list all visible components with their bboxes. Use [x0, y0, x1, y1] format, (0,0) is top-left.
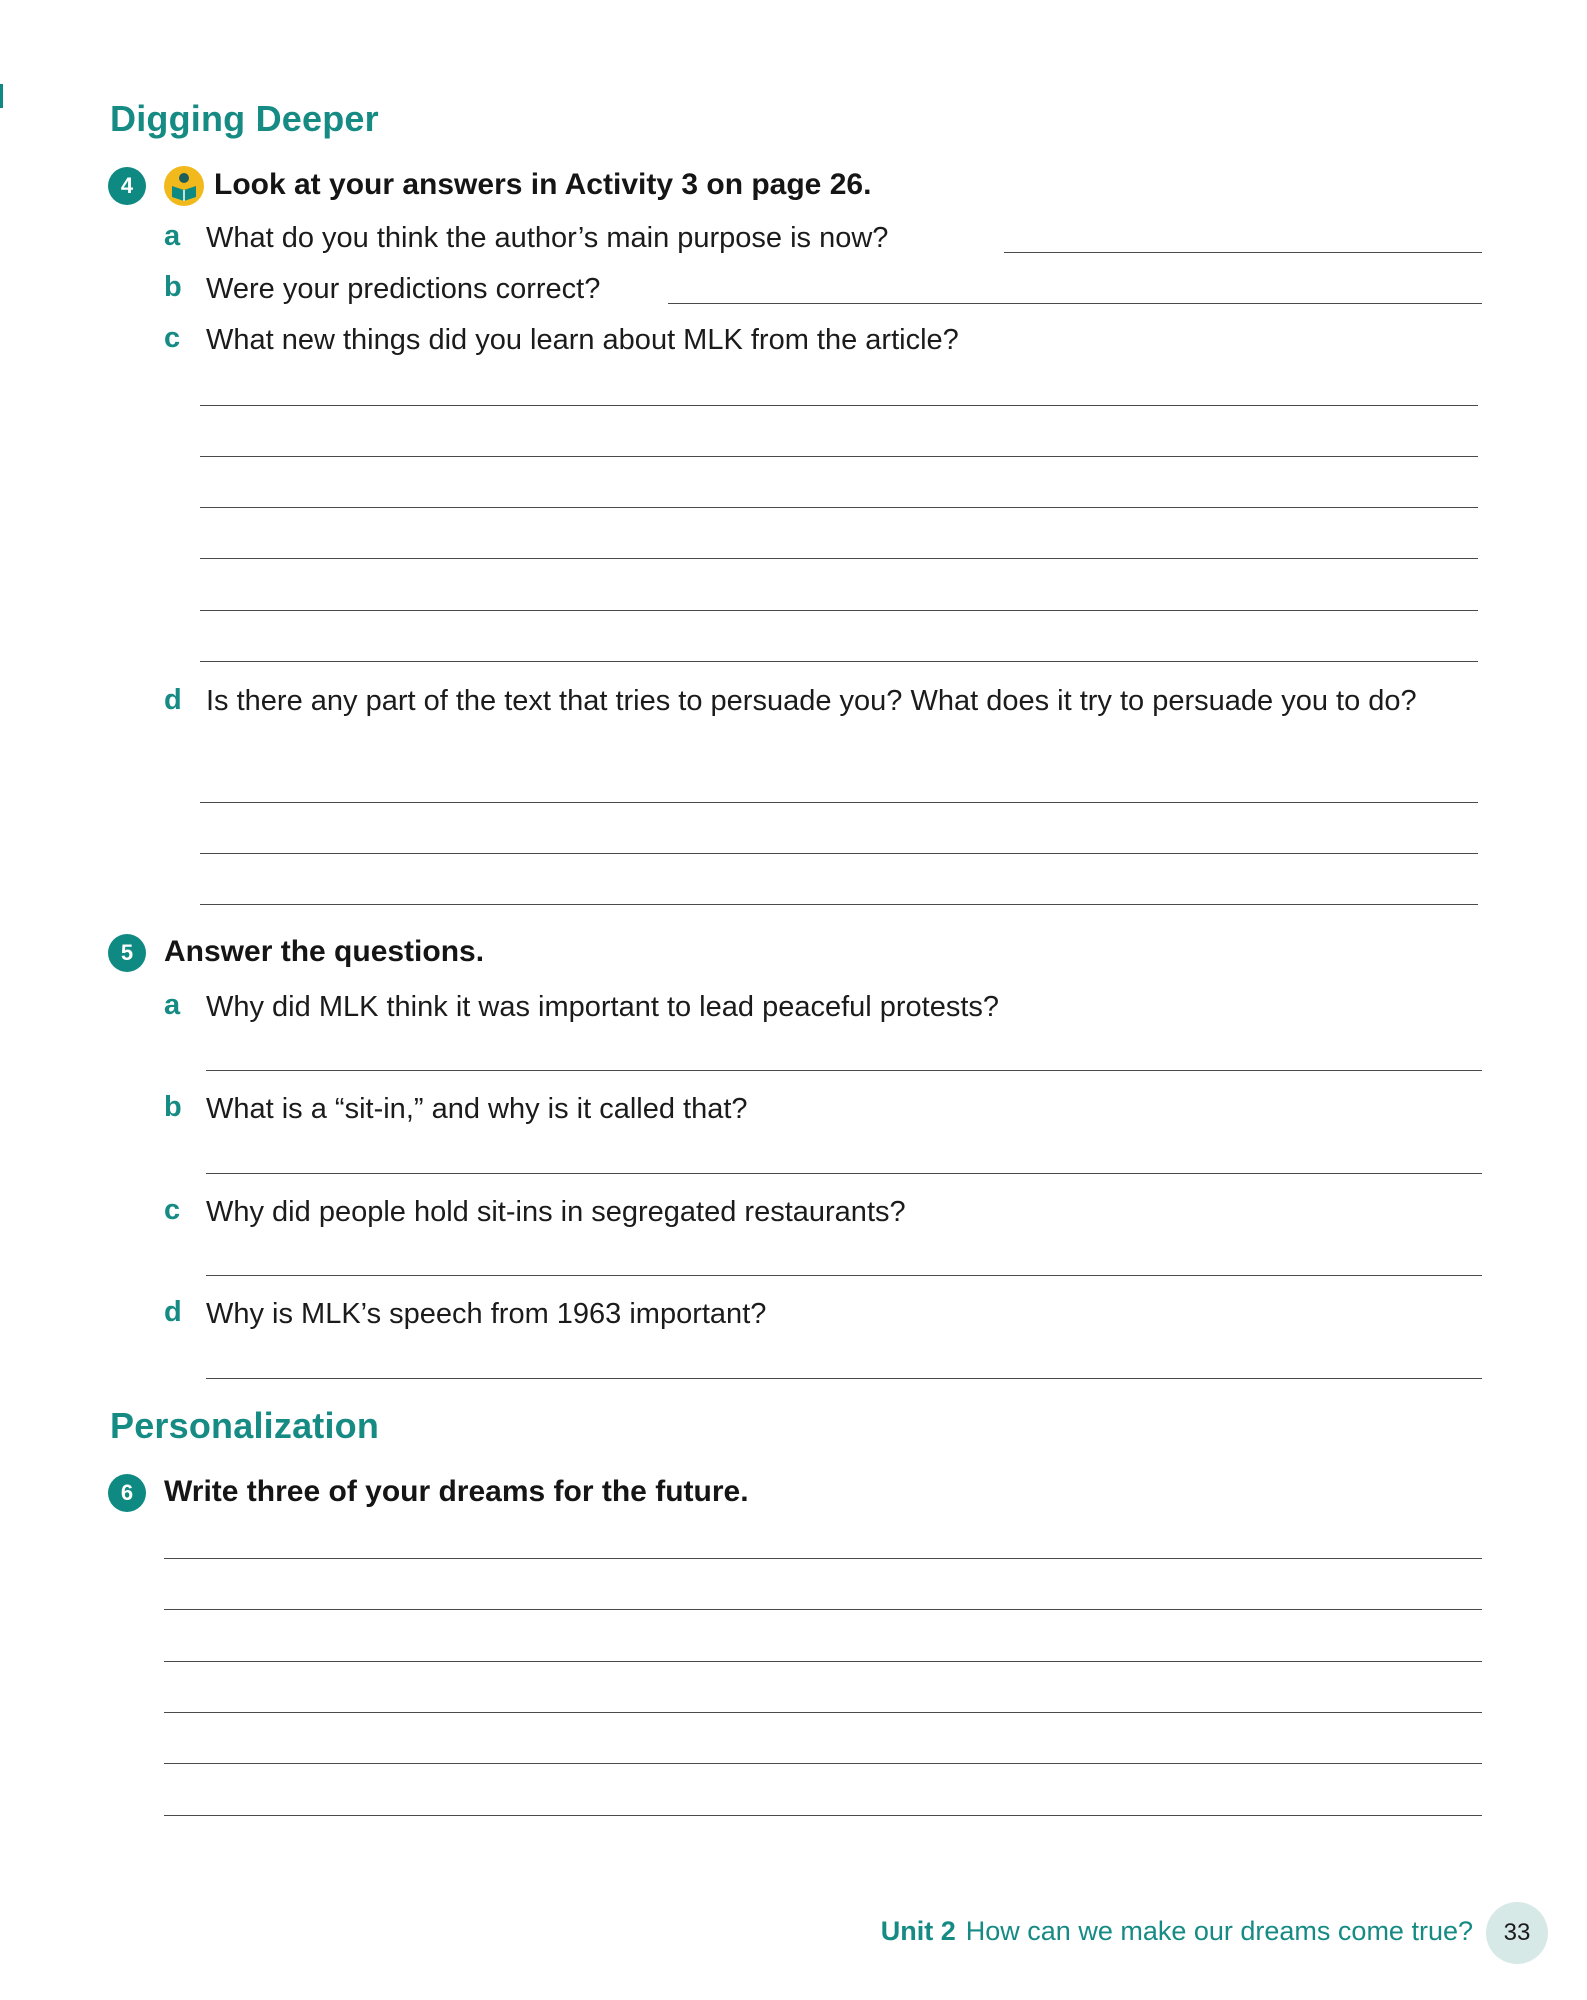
- answer-line-6-1[interactable]: [164, 1558, 1482, 1559]
- answer-line-5b[interactable]: [206, 1173, 1482, 1174]
- question-5b-letter: b: [164, 1091, 182, 1123]
- section-heading-personalization: Personalization: [110, 1405, 380, 1446]
- answer-line-4c-3[interactable]: [200, 507, 1478, 508]
- activity-5-number: 5: [108, 934, 146, 972]
- answer-line-4c-1[interactable]: [200, 405, 1478, 406]
- activity-6-number: 6: [108, 1474, 146, 1512]
- activity-4-number: 4: [108, 167, 146, 205]
- question-5d-text: Why is MLK’s speech from 1963 important?: [206, 1298, 767, 1330]
- answer-line-6-6[interactable]: [164, 1815, 1482, 1816]
- footer-unit-question: How can we make our dreams come true?: [965, 1916, 1473, 1946]
- reader-icon: [164, 166, 204, 206]
- footer-unit-title: [881, 1916, 1473, 1947]
- question-4c-letter: c: [164, 322, 181, 354]
- answer-line-6-2[interactable]: [164, 1609, 1482, 1610]
- answer-line-6-5[interactable]: [164, 1763, 1482, 1764]
- answer-line-4d-1[interactable]: [200, 802, 1478, 803]
- answer-line-5c[interactable]: [206, 1275, 1482, 1276]
- question-5d-letter: d: [164, 1296, 182, 1328]
- answer-line-4d-2[interactable]: [200, 853, 1478, 854]
- question-5c-letter: c: [164, 1194, 181, 1226]
- answer-line-4d-3[interactable]: [200, 904, 1478, 905]
- activity-6-title: Write three of your dreams for the future.: [164, 1475, 749, 1508]
- answer-line-6-4[interactable]: [164, 1712, 1482, 1713]
- activity-4-title: Look at your answers in Activity 3 on page 26.: [214, 168, 872, 201]
- question-5c-text: Why did people hold sit-ins in segregated restaurants?: [206, 1196, 906, 1228]
- activity-5-title: Answer the questions.: [164, 935, 485, 968]
- answer-line-4c-2[interactable]: [200, 456, 1478, 457]
- question-4b-text: Were your predictions correct?: [206, 273, 601, 305]
- question-5b-text: What is a “sit-in,” and why is it called that?: [206, 1093, 748, 1125]
- answer-line-5d[interactable]: [206, 1378, 1482, 1379]
- answer-line-5a[interactable]: [206, 1070, 1482, 1071]
- answer-line-4c-6[interactable]: [200, 661, 1478, 662]
- question-4d-letter: d: [164, 684, 182, 716]
- question-5a-text: Why did MLK think it was important to lead peaceful protests?: [206, 991, 1000, 1023]
- answer-line-4c-5[interactable]: [200, 610, 1478, 611]
- answer-line-6-3[interactable]: [164, 1661, 1482, 1662]
- question-4a-letter: a: [164, 220, 181, 252]
- answer-line-4a[interactable]: [1004, 252, 1482, 253]
- section-heading-digging-deeper: Digging Deeper: [110, 98, 379, 139]
- question-4a-text: What do you think the author’s main purpose is now?: [206, 222, 889, 254]
- page-number-badge: 33: [1486, 1902, 1548, 1964]
- question-4d-text: Is there any part of the text that tries to persuade you? What does it try to persuade you to do?: [206, 685, 1417, 717]
- page-edge-mark: [0, 84, 3, 108]
- answer-line-4c-4[interactable]: [200, 558, 1478, 559]
- question-4c-text: What new things did you learn about MLK from the article?: [206, 324, 959, 356]
- footer-unit-label: Unit 2: [880, 1916, 956, 1946]
- answer-line-4b[interactable]: [668, 303, 1482, 304]
- question-4b-letter: b: [164, 271, 182, 303]
- question-5a-letter: a: [164, 989, 181, 1021]
